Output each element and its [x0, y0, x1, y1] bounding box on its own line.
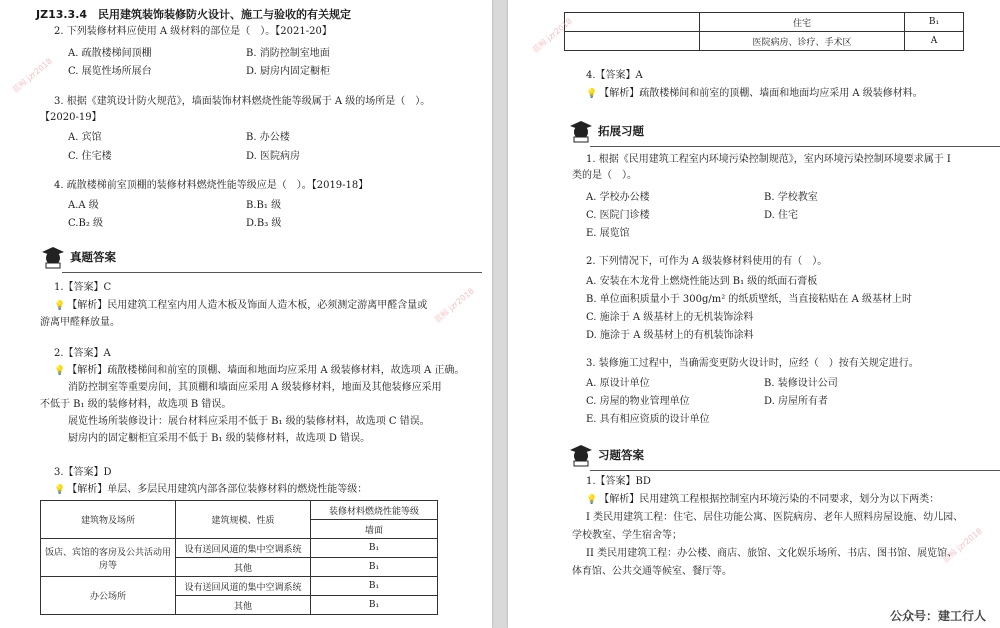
option: A. 宾馆 — [68, 132, 102, 143]
option: B. 装修设计公司 — [764, 378, 838, 389]
ext-answer-1-line: 学校教室、学生宿舍等； — [572, 530, 682, 541]
ext-question-2: 2. 下列情况下，可作为 A 级装修材料使用的有（ ）。 — [586, 256, 828, 267]
lightbulb-icon: 💡 — [54, 485, 66, 495]
option: B. 学校教室 — [764, 192, 818, 203]
exercise-answers-heading — [568, 442, 644, 468]
table-cell: A — [905, 32, 964, 51]
answer-4-explanation: 💡 【解析】疏散楼梯间和前室的顶棚、墙面和地面均应采用 A 级装修材料。 — [586, 88, 923, 99]
ext-answer-1-line: 体育馆、公共交通等候室、餐厅等。 — [572, 566, 732, 577]
answer-2-line: 不低于 B₁ 级的装修材料，故选项 B 错误。 — [40, 399, 232, 410]
answer-1-explanation: 💡 【解析】民用建筑工程室内用人造木板及饰面人造木板，必须测定游离甲醛含量或 — [54, 300, 428, 311]
option: A. 学校办公楼 — [586, 192, 650, 203]
table-header: 装修材料燃烧性能等级 — [311, 501, 438, 520]
lightbulb-icon: 💡 — [586, 89, 598, 99]
option: B.B₁ 级 — [246, 200, 282, 211]
answer-2-line: 厨房内的固定橱柜宜采用不低于 B₁ 级的装修材料，故选项 D 错误。 — [68, 433, 371, 444]
extension-heading — [568, 118, 644, 144]
heading-rule — [590, 146, 1000, 147]
answer-2-explanation: 💡 【解析】疏散楼梯间和前室的顶棚、墙面和地面均应采用 A 级装修材料，故选项 A 正确。 — [54, 365, 465, 376]
option: D. 施涂于 A 级基材上的有机装饰涂料 — [586, 330, 754, 341]
option: C. 房屋的物业管理单位 — [586, 396, 690, 407]
lightbulb-icon: 💡 — [54, 366, 66, 376]
answer-2-line: 展览性场所装修设计：展台材料应采用不低于 B₁ 级的装修材料，故选项 C 错误。 — [68, 416, 430, 427]
table-cell: B₁ — [311, 596, 438, 615]
table-cell: 医院病房、诊疗、手术区 — [700, 32, 905, 51]
table-cell: 其他 — [176, 558, 311, 577]
left-page — [0, 0, 492, 628]
table-header: 建筑规模、性质 — [176, 501, 311, 539]
watermark: 蓝鲸 jzr2018 — [530, 16, 574, 55]
option: D. 厨房内固定橱柜 — [246, 66, 331, 77]
option: B. 消防控制室地面 — [246, 48, 330, 59]
lightbulb-icon: 💡 — [54, 301, 66, 311]
ext-question-3: 3. 装修施工过程中，当确需变更防火设计时，应经（ ）按有关规定进行。 — [586, 358, 919, 369]
option: C. 住宅楼 — [68, 151, 112, 162]
right-page — [508, 0, 1000, 628]
ext-answer-1-line: II 类民用建筑工程：办公楼、商店、旅馆、文化娱乐场所、书店、图书馆、展览馆、 — [586, 548, 958, 559]
ext-answer-1-explanation: 💡 【解析】民用建筑工程根据控制室内环境污染的不同要求，划分为以下两类： — [586, 494, 940, 505]
table-cell: 设有送回风道的集中空调系统 — [176, 539, 311, 558]
graduation-cap-icon — [568, 118, 594, 144]
ext-answer-1: 1.【答案】BD — [586, 476, 651, 487]
option: A. 原设计单位 — [586, 378, 650, 389]
answer-3: 3.【答案】D — [54, 467, 112, 478]
heading-rule — [590, 470, 1000, 471]
answer-2-line: 消防控制室等重要房间，其顶棚和墙面应采用 A 级装修材料，地面及其他装修应采用 — [68, 382, 442, 393]
ext-question-1: 1. 根据《民用建筑工程室内环境污染控制规范》，室内环境污染控制环境要求属于 I — [586, 154, 951, 165]
lightbulb-icon: 💡 — [586, 495, 598, 505]
fire-rating-table — [40, 500, 438, 615]
table-cell: B₁ — [311, 577, 438, 596]
table-cell: 饭店、宾馆的客房及公共活动用房等 — [41, 539, 176, 577]
option: D.B₃ 级 — [246, 218, 282, 229]
fire-rating-table-cont — [564, 12, 964, 51]
table-cell: 住宅 — [700, 13, 905, 32]
table-header: 建筑物及场所 — [41, 501, 176, 539]
option: A. 疏散楼梯间顶棚 — [68, 48, 152, 59]
wechat-footer: 公众号：建工行人 — [889, 609, 986, 623]
option: D. 医院病房 — [246, 151, 301, 162]
exercise-answers-heading-label: 习题答案 — [598, 448, 644, 462]
answers-heading — [40, 244, 116, 270]
watermark: 蓝鲸 jzr2018 — [940, 526, 984, 565]
answers-heading-label: 真题答案 — [70, 250, 116, 264]
option: C. 医院门诊楼 — [586, 210, 650, 221]
option: E. 具有相应资质的设计单位 — [586, 414, 710, 425]
watermark: 蓝鲸 jzr2018 — [432, 286, 476, 325]
heading-rule — [62, 272, 482, 273]
option: C. 展览性场所展台 — [68, 66, 152, 77]
option: C. 施涂于 A 级基材上的无机装饰涂料 — [586, 312, 754, 323]
option: E. 展览馆 — [586, 228, 630, 239]
answer-4: 4.【答案】A — [586, 70, 643, 81]
table-cell: 办公场所 — [41, 577, 176, 615]
table-cell: B₁ — [311, 558, 438, 577]
option: A. 安装在木龙骨上燃烧性能达到 B₁ 级的纸面石膏板 — [586, 276, 818, 287]
question-3-year: 【2020-19】 — [40, 112, 102, 123]
table-cell: 其他 — [176, 596, 311, 615]
graduation-cap-icon — [568, 442, 594, 468]
answer-2: 2.【答案】A — [54, 348, 111, 359]
answer-1-explanation-cont: 游离甲醛释放量。 — [40, 317, 120, 328]
option: C.B₂ 级 — [68, 218, 104, 229]
option: B. 办公楼 — [246, 132, 290, 143]
question-4: 4. 疏散楼梯前室顶棚的装修材料燃烧性能等级应是（ ）。【2019-18】 — [54, 180, 369, 191]
graduation-cap-icon — [40, 244, 66, 270]
question-2: 2. 下列装修材料应使用 A 级材料的部位是（ ）。【2021-20】 — [54, 26, 332, 37]
table-header: 墙面 — [311, 520, 438, 539]
table-cell: B₁ — [905, 13, 964, 32]
answer-1: 1.【答案】C — [54, 282, 112, 293]
option: D. 住宅 — [764, 210, 799, 221]
table-cell: 设有送回风道的集中空调系统 — [176, 577, 311, 596]
ext-question-1-cont: 类的是（ ）。 — [572, 170, 637, 181]
option: B. 单位面积质量小于 300g/m² 的纸质壁纸，当直接粘贴在 A 级基材上时 — [586, 294, 912, 305]
question-3: 3. 根据《建筑设计防火规范》，墙面装饰材料燃烧性能等级属于 A 级的场所是（ ）。 — [54, 96, 431, 107]
extension-heading-label: 拓展习题 — [598, 124, 644, 138]
option: D. 房屋所有者 — [764, 396, 829, 407]
watermark: 蓝鲸 jzr2018 — [10, 56, 54, 95]
table-cell: B₁ — [311, 539, 438, 558]
option: A.A 级 — [68, 200, 99, 211]
ext-answer-1-line: I 类民用建筑工程：住宅、居住功能公寓、医院病房、老年人照料房屋设施、幼儿园、 — [586, 512, 964, 523]
section-title: JZ13.3.4 民用建筑装饰装修防火设计、施工与验收的有关规定 — [36, 8, 352, 21]
answer-3-explanation: 💡 【解析】单层、多层民用建筑内部各部位装修材料的燃烧性能等级： — [54, 484, 368, 495]
